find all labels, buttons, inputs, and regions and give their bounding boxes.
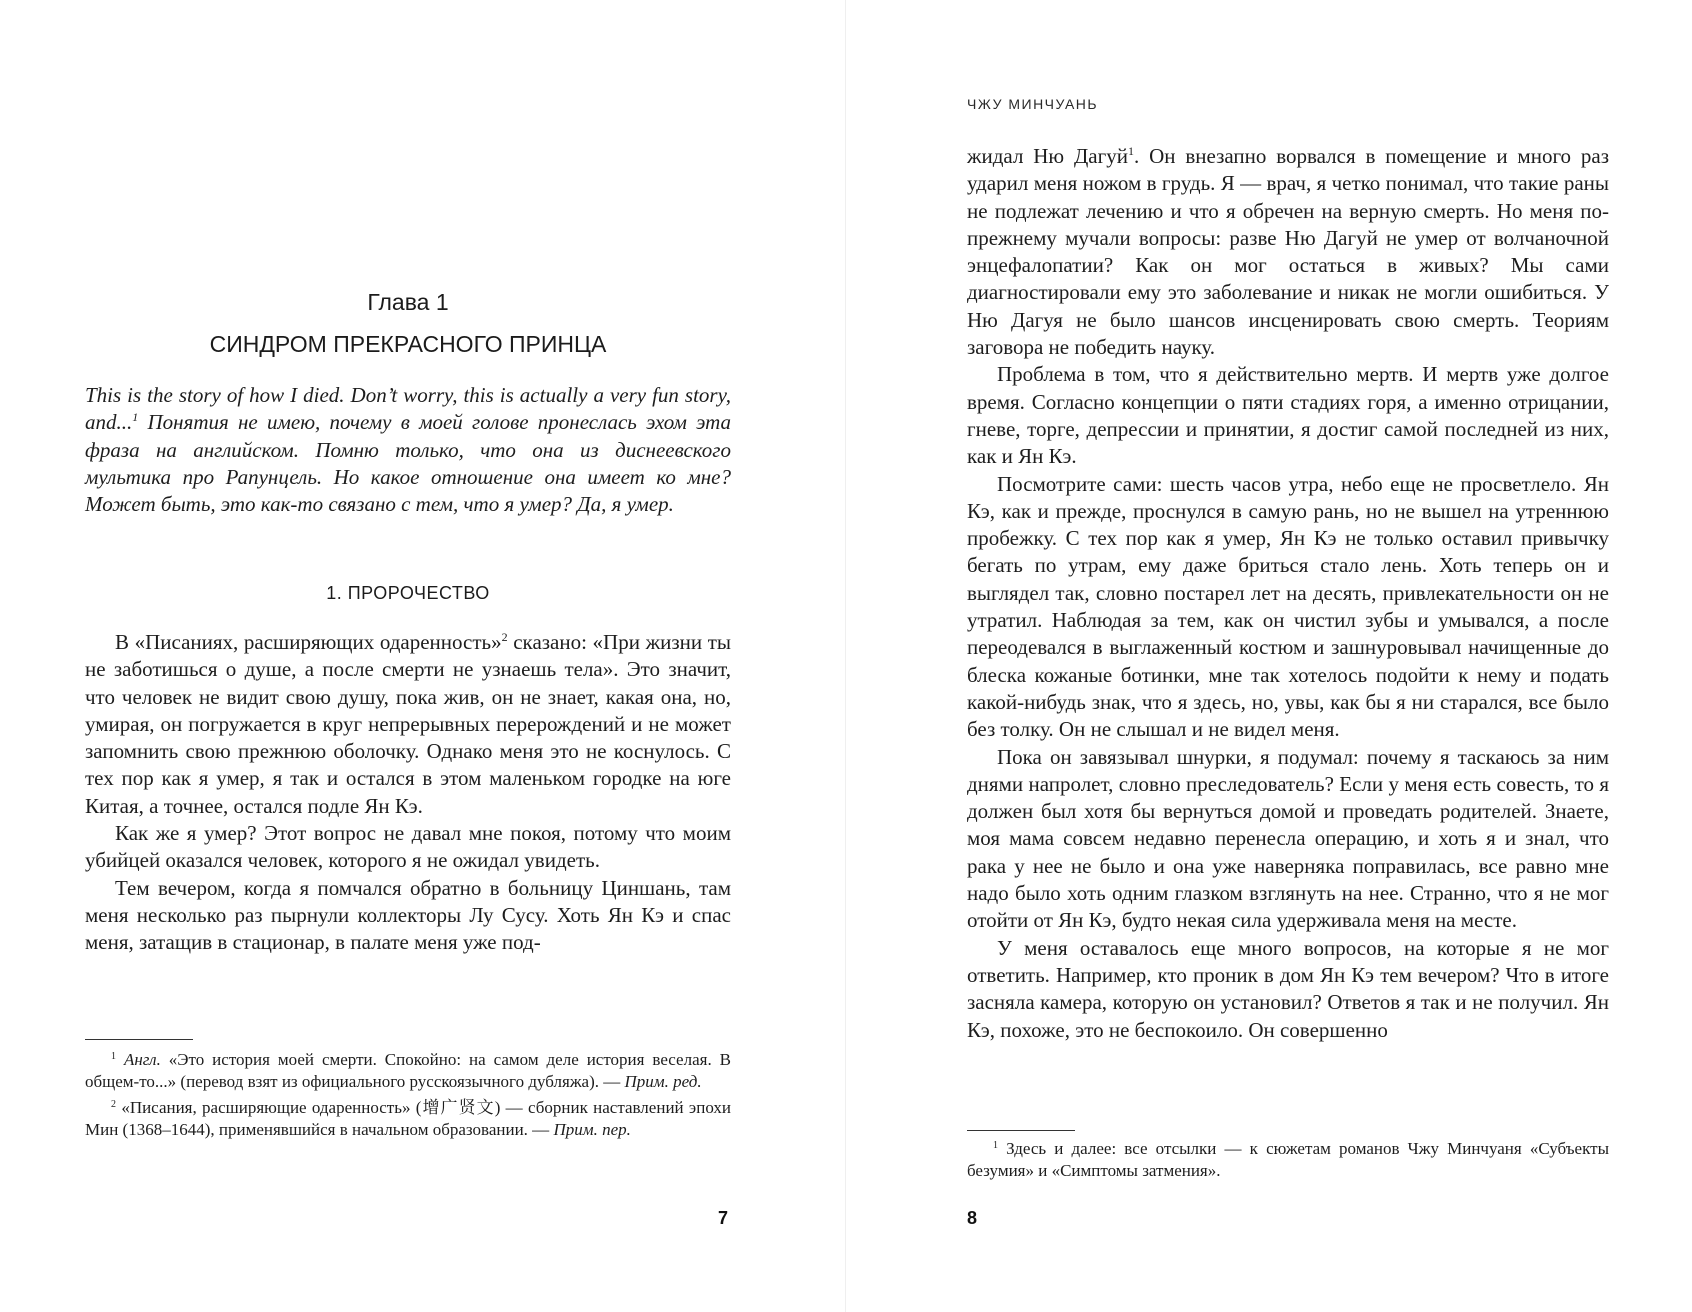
running-head: ЧЖУ МИНЧУАНЬ [967, 96, 1099, 112]
footnote-credit: Прим. пер. [553, 1120, 631, 1139]
paragraph-text: сказано: «При жизни ты не заботишься о душе, а после смерти не узнаешь тела». Это значит, что человек не видит свою душу, пока жив, он не знает, какая она, но, умирая, он погружается в круг непрерывных перерождений и не может запомнить свою прежнюю оболочку. Однако меня это не коснулось. С тех пор как я умер, я так и остался в этом маленьком городке на юге Китая, а точнее, остался подле Ян Кэ. [85, 630, 731, 818]
footnote-text: «Писания, расширяющие одаренность» (增广贤文) — сборник наставлений эпохи Мин (1368–1644), применявшийся в начальном образовании. — [85, 1098, 732, 1139]
chapter-name: СИНДРОМ ПРЕКРАСНОГО ПРИНЦА [209, 331, 607, 357]
paragraph-text: Тем вечером, когда я помчался обратно в больницу Циншань, там меня несколько раз пырнули коллекторы Лу Сусу. Хоть Ян Кэ и спас меня, затащив в стационар, в палате меня уже под- [85, 875, 731, 955]
page-number: 7 [718, 1208, 729, 1228]
footnote-number: 1 [993, 1140, 998, 1151]
paragraph [85, 629, 731, 820]
footnote-number: 1 [111, 1051, 116, 1062]
footnote-abbr: Англ. [123, 1050, 161, 1069]
footnote [967, 1138, 1609, 1182]
paragraph [967, 471, 1609, 744]
left-footnotes [85, 1049, 731, 1145]
paragraph-text: Пока он завязывал шнурки, я подумал: почему я таскаюсь за ним днями напролет, словно преследователь? Если у меня есть совесть, то я должен был хотя бы вернуться домой и проведать родителей. Знаете, моя мама совсем недавно перенесла операцию, и хоть я и знал, что рака у нее не было и она уже наверняка поправилась, все равно мне надо было хоть одним глазком взглянуть на нее. Странно, что я не мог отойти от Ян Кэ, будто некая сила удерживала меня на месте. [967, 744, 1609, 933]
paragraph [967, 143, 1609, 361]
footnote-number: 2 [111, 1099, 116, 1110]
right-body-text [967, 143, 1609, 1044]
paragraph-text: жидал Ню Дагуй [967, 144, 1128, 168]
footnote [85, 1097, 731, 1141]
right-footnotes [967, 1138, 1609, 1186]
page-gutter [845, 0, 846, 1312]
footnote-ref: 2 [501, 630, 508, 644]
paragraph-text: Как же я умер? Этот вопрос не давал мне покоя, потому что моим убийцей оказался человек, которого я не ожидал увидеть. [85, 821, 731, 873]
paragraph-text: В «Писаниях, расширяющих одаренность» [115, 630, 502, 654]
paragraph [85, 820, 731, 875]
epigraph-text: This is the story of how I died. Don’t worry, this is actually a very fun story, and... [85, 383, 731, 435]
footnote-ref: 1 [1127, 144, 1134, 158]
chapter-label: Глава 1 [367, 289, 449, 315]
paragraph-text: У меня оставалось еще много вопросов, на которые я не мог ответить. Например, кто проник в дом Ян Кэ тем вечером? Что в итоге засняла камера, которую он установил? Ответов я так и не получил. Ян Кэ, похоже, это не беспокоило. Он совершенно [967, 935, 1609, 1042]
section-title: 1. ПРОРОЧЕСТВО [326, 583, 490, 603]
left-body-text [85, 629, 731, 957]
footnote-divider [967, 1130, 1075, 1131]
footnote-ref: 1 [132, 410, 139, 425]
footnote-text: «Это история моей смерти. Спокойно: на самом деле история веселая. В общем-то...» (перевод взят из официального русскоязычного дубляжа). — [85, 1050, 731, 1091]
footnote-text: Здесь и далее: все отсылки — к сюжетам романов Чжу Минчуаня «Субъекты безумия» и «Симптомы затмения». [967, 1139, 1609, 1180]
paragraph-text: . Он внезапно ворвался в помещение и много раз ударил меня ножом в грудь. Я — врач, я четко понимал, что такие раны не подлежат лечению и что я обречен на верную смерть. Но меня по-прежнему мучали вопросы: разве Ню Дагуй не умер от волчаночной энцефалопатии? Как он мог остаться в живых? Мы сами диагностировали ему это заболевание и никак не могли ошибиться. У Ню Дагуя не было шансов инсценировать свою смерть. Теориям заговора не победить науку. [967, 144, 1609, 360]
footnote-divider [85, 1039, 193, 1040]
footnote-credit: Прим. ред. [624, 1072, 702, 1091]
epigraph [85, 382, 731, 518]
paragraph-text: Проблема в том, что я действительно мертв. И мертв уже долгое время. Согласно концепции о пяти стадиях горя, а именно отрицании, гневе, торге, депрессии и принятии, я достиг самой последней из них, как и Ян Кэ. [967, 362, 1609, 469]
footnote [85, 1049, 731, 1093]
paragraph [967, 935, 1609, 1044]
paragraph [85, 875, 731, 957]
page-number: 8 [967, 1208, 978, 1228]
paragraph [967, 361, 1609, 470]
epigraph-text-after: Понятия не имею, почему в моей голове пронеслась эхом эта фраза на английском. Помню только, что она из диснеевского мультика про Рапунцель. Но какое отношение она имеет ко мне? Может быть, это как-то связано с тем, что я умер? Да, я умер. [85, 410, 731, 517]
paragraph [967, 744, 1609, 935]
paragraph-text: Посмотрите сами: шесть часов утра, небо еще не просветлело. Ян Кэ, как и прежде, проснулся в самую рань, но не вышел на утреннюю пробежку. С тех пор как я умер, Ян Кэ не только оставил привычку бегать по утрам, ему даже бриться стало лень. Хоть теперь он и выглядел так, словно постарел лет на десять, привлекательности он не утратил. Наблюдая за тем, как он чистил зубы и умывался, а после переодевался в выглаженный костюм и зашнуровывал начищенные до блеска кожаные ботинки, мне так хотелось подойти к нему и подать какой-нибудь знак, что я здесь, но, увы, как бы я ни старался, все было без толку. Он не слышал и не видел меня. [967, 471, 1609, 742]
